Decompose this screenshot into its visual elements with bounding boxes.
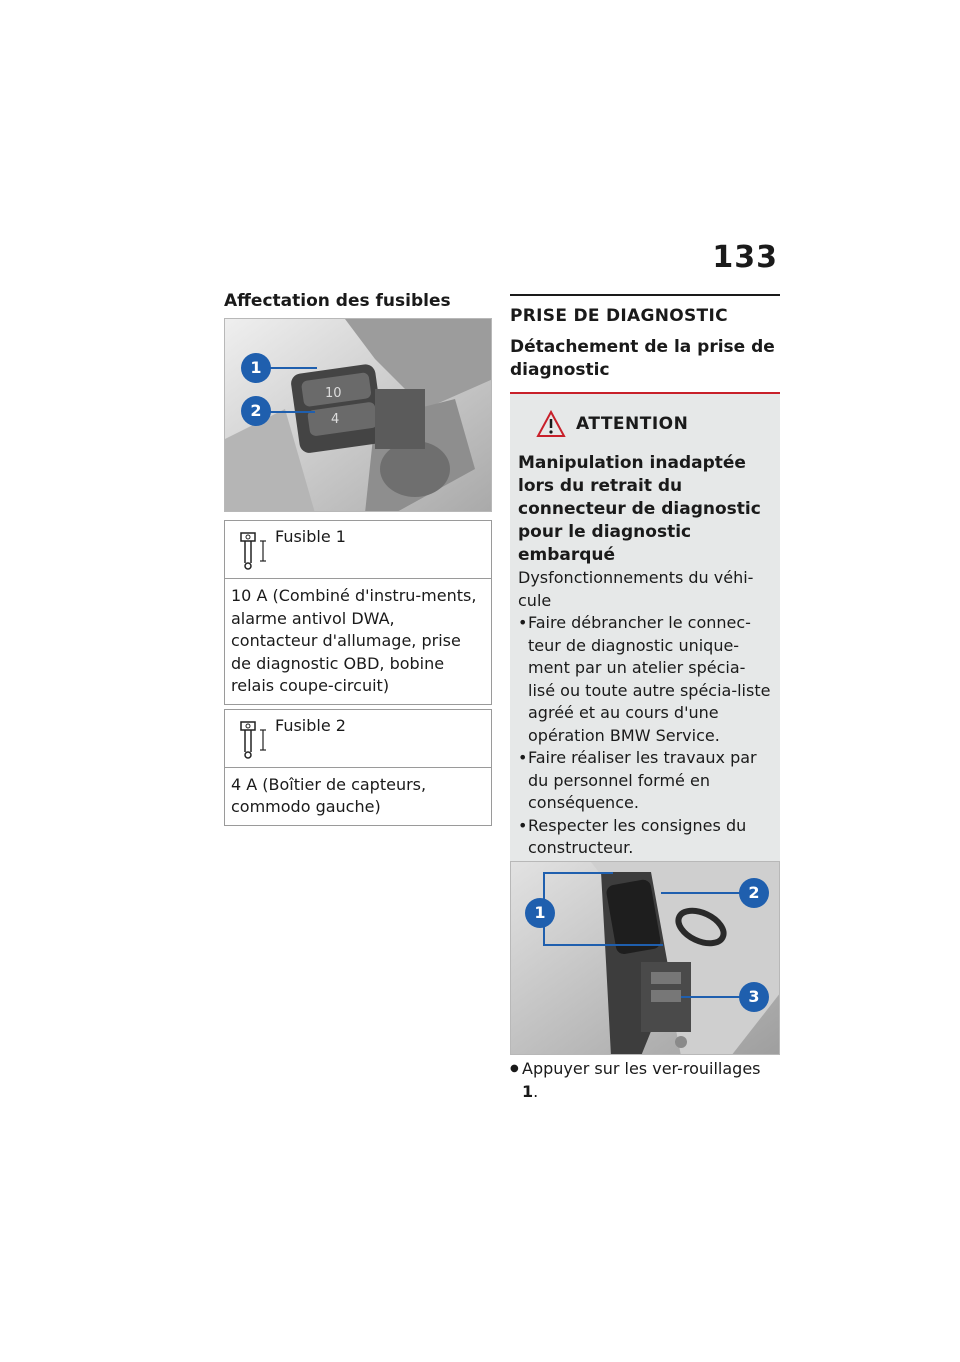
warning-box (510, 394, 780, 868)
fuse-1-description: 10 A (Combiné d'instru-ments, alarme antivol DWA, contacteur d'allumage, prise de diagnostic OBD, bobine relais coupe-circuit) (231, 586, 477, 695)
callout-line-1c (543, 944, 663, 946)
fuse-icon (239, 720, 267, 760)
callout-2: 2 (241, 396, 271, 426)
warning-triangle-icon (536, 410, 566, 438)
fuse-2-description: 4 A (Boîtier de capteurs, commodo gauche) (231, 774, 427, 816)
step-2-text: Appuyer sur les ver-rouillages (522, 1059, 761, 1078)
callout-line-2 (661, 892, 741, 894)
step-2-ref-number: 1 (522, 1081, 534, 1101)
fuse-icon (239, 531, 267, 571)
diagnostic-subsection-title: Détachement de la prise de diagnostic (510, 337, 775, 380)
fuse-2-header (225, 710, 491, 768)
warning-bullet-3: • Respecter les consignes du constructeur. (518, 815, 772, 860)
callout-line-1b (543, 872, 613, 874)
fuse-2-name: Fusible 2 (275, 715, 346, 735)
callout-line-2 (269, 411, 315, 413)
warning-header (518, 410, 772, 438)
callout-2: 2 (739, 878, 769, 908)
section-rule (510, 294, 780, 296)
warning-label: ATTENTION (576, 414, 689, 434)
diagnostic-section-title: PRISE DE DIAGNOSTIC (510, 306, 728, 326)
fuse-label-4: 4 (331, 412, 340, 427)
fuse-box-figure (224, 318, 492, 512)
callout-1: 1 (241, 353, 271, 383)
callout-line-3 (681, 996, 743, 998)
step-2-end: . (533, 1081, 539, 1101)
warning-headline: Manipulation inadaptée lors du retrait du connecteur de diagnostic pour le diagnostic embarqué (518, 453, 761, 565)
fuse-1-name: Fusible 1 (275, 527, 346, 546)
callout-3: 3 (739, 982, 769, 1012)
right-column (510, 294, 780, 899)
step-press-locks (510, 1058, 780, 1103)
warning-bullet-1: • Faire débrancher le connec-teur de diagnostic unique-ment par un atelier spécia-lisé ou toute autre spécia-liste agréé et au cours d'une opération BMW Service. (518, 612, 772, 747)
fuse-table-1 (224, 520, 492, 705)
page-number: 133 (712, 240, 778, 275)
warning-consequence: Dysfonctionnements du véhi-cule (518, 568, 754, 610)
left-column (224, 290, 492, 826)
fuse-label-10: 10 (325, 386, 342, 401)
diagnostic-plug-figure (510, 861, 780, 1055)
callout-line-1 (269, 367, 317, 369)
warning-bullet-2: • Faire réaliser les travaux par du personnel formé en conséquence. (518, 747, 772, 815)
fuse-section-title: Affectation des fusibles (224, 291, 451, 311)
fuse-table-2 (224, 709, 492, 826)
callout-1: 1 (525, 898, 555, 928)
fuse-1-header (225, 521, 491, 579)
